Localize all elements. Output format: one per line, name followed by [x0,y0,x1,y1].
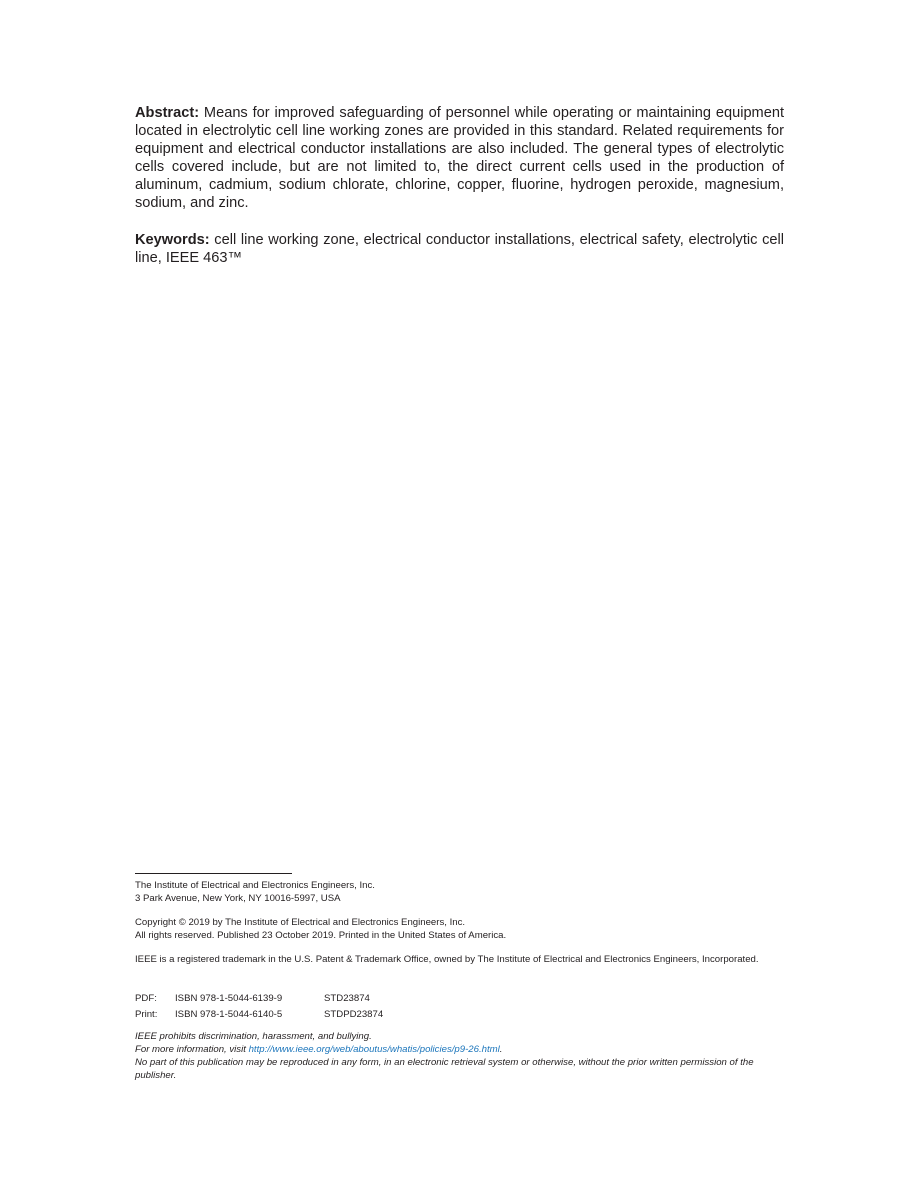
abstract-text: Means for improved safeguarding of personnel while operating or maintaining equipment located in electrolytic cell line working zones are provided in this standard. Related requirements for equipment and electrical conductor installations are also included. The general types of electrolytic cells covered include, but are not limited to, the direct current cells used in the production of aluminum, cadmium, sodium chlorate, chlorine, copper, fluorine, hydrogen peroxide, magnesium, sodium, and zinc. [135,105,784,212]
isbn-block [135,991,784,1022]
publisher-address: 3 Park Avenue, New York, NY 10016-5997, USA [135,892,341,904]
abstract-paragraph [135,104,784,213]
notice-block [135,1031,784,1083]
trademark-text: IEEE is a registered trademark in the U.S. Patent & Trademark Office, owned by The Institute of Electrical and Electronics Engineers, Incorporated. [135,954,759,965]
copyright-block [135,917,784,943]
trademark-block [135,954,784,967]
more-info-prefix: For more information, visit [135,1043,249,1055]
isbn-row [135,1007,784,1023]
publisher-name: The Institute of Electrical and Electronics Engineers, Inc. [135,880,375,891]
isbn-row [135,991,784,1007]
publisher-block [135,880,784,906]
isbn-format: Print: [135,1008,158,1020]
isbn-code: STD23874 [324,993,370,1004]
reproduction-notice: No part of this publication may be reproduced in any form, in an electronic retrieval system or otherwise, without the prior written permission of the publisher. [135,1056,754,1081]
document-page [135,0,784,1188]
isbn-code: STDPD23874 [324,1008,384,1020]
more-info-line [135,1044,784,1057]
more-info-suffix: . [499,1043,503,1055]
policy-link[interactable]: http://www.ieee.org/web/aboutus/whatis/policies/p9-26.html [248,1043,500,1055]
keywords-paragraph [135,231,784,267]
rights-line: All rights reserved. Published 23 October 2019. Printed in the United States of America. [135,929,507,941]
footnote-divider [135,873,292,874]
isbn-number: ISBN 978-1-5044-6139-9 [175,993,283,1004]
copyright-line: Copyright © 2019 by The Institute of Electrical and Electronics Engineers, Inc. [135,917,466,928]
policy-line: IEEE prohibits discrimination, harassment, and bullying. [135,1031,372,1042]
abstract-label: Abstract: [135,105,200,121]
keywords-text: cell line working zone, electrical conductor installations, electrical safety, electrolytic cell line, IEEE 463™ [135,232,784,267]
keywords-label: Keywords: [135,232,210,248]
isbn-number: ISBN 978-1-5044-6140-5 [175,1008,283,1020]
isbn-format: PDF: [135,993,157,1004]
